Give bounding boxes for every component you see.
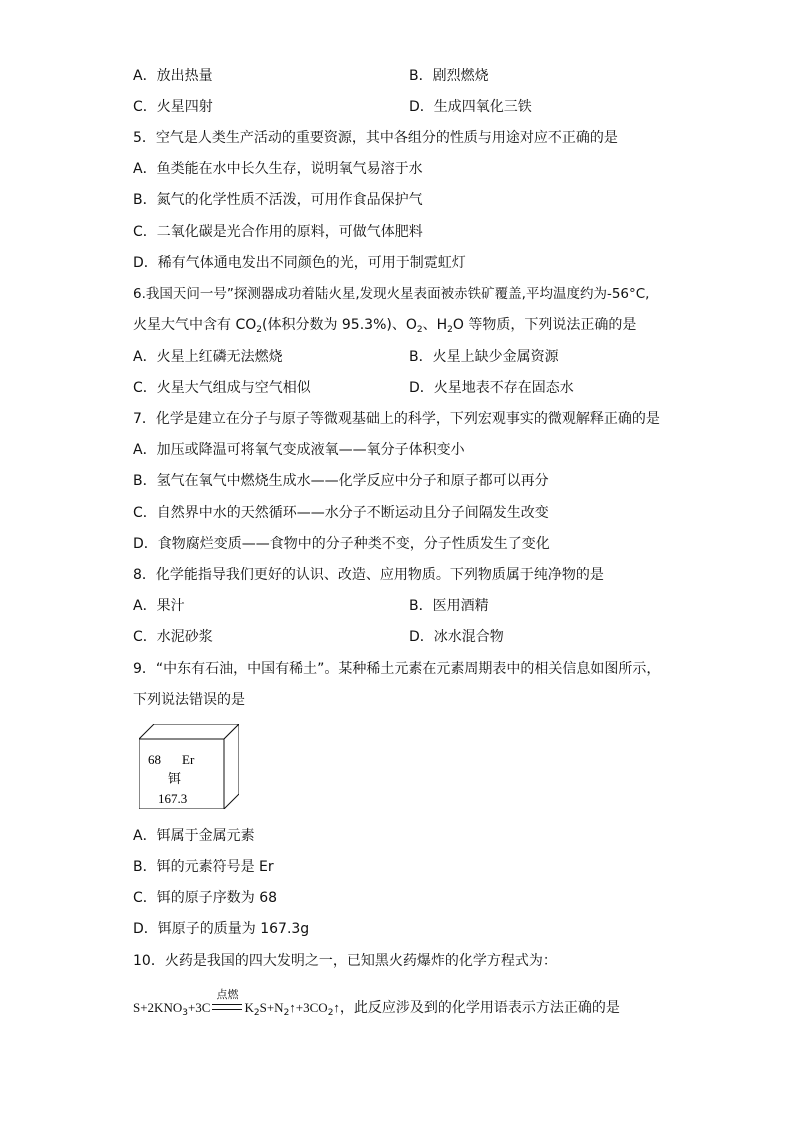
- q8-option-d[interactable]: D．冰水混合物: [409, 629, 504, 645]
- q8-option-a[interactable]: A．果汁: [133, 598, 185, 614]
- q5-option-d[interactable]: D．稀有气体通电发出不同颜色的光，可用于制霓虹灯: [133, 255, 466, 271]
- q7-option-d[interactable]: D．食物腐烂变质——食物中的分子种类不变，分子性质发生了变化: [133, 536, 550, 552]
- tile-atomic-number: 68: [148, 752, 161, 767]
- q10-chemical-equation: $S+2KNO_3+3C$ 点燃 $K_2S+N_2↑+3CO_2↑$，此反应涉及到的化学用语表示方法正确的是: [133, 988, 620, 1018]
- q6-option-a[interactable]: A．火星上红磷无法燃烧: [133, 349, 283, 365]
- q9-option-c[interactable]: C．铒的原子序数为 68: [133, 890, 278, 906]
- q6-stem-line2: 火星大气中含有 $CO_2$(体积分数为 95.3%)、$O_2$、$H_2O$ 等物质，下列说法正确的是: [133, 317, 637, 335]
- q9-stem-line1: 9．“中东有石油，中国有稀土”。某种稀土元素在元素周期表中的相关信息如图所示，: [133, 661, 661, 677]
- q4-option-b[interactable]: B．剧烈燃烧: [409, 68, 489, 84]
- q4-option-c[interactable]: C．火星四射: [133, 99, 213, 115]
- q7-option-b[interactable]: B．氢气在氧气中燃烧生成水——化学反应中分子和原子都可以再分: [133, 473, 549, 489]
- q5-stem: 5．空气是人类生产活动的重要资源，其中各组分的性质与用途对应不正确的是: [133, 130, 618, 146]
- q7-stem: 7．化学是建立在分子与原子等微观基础上的科学，下列宏观事实的微观解释正确的是: [133, 411, 660, 427]
- q6-stem-line1: 6.我国天问一号”探测器成功着陆火星,发现火星表面被赤铁矿覆盖,平均温度约为-56°C,: [133, 286, 650, 302]
- q8-option-c[interactable]: C．水泥砂浆: [133, 629, 213, 645]
- tile-element-symbol: Er: [182, 752, 195, 767]
- tile-element-name: 铒: [168, 772, 182, 787]
- tile-top-face: [139, 724, 239, 739]
- q9-option-a[interactable]: A．铒属于金属元素: [133, 828, 255, 844]
- q9-stem-line2: 下列说法错误的是: [133, 692, 245, 708]
- q7-option-c[interactable]: C．自然界中水的天然循环——水分子不断运动且分子间隔发生改变: [133, 505, 549, 521]
- q8-option-b[interactable]: B．医用酒精: [409, 598, 489, 614]
- q6-option-d[interactable]: D．火星地表不存在固态水: [409, 380, 574, 396]
- q6-option-c[interactable]: C．火星大气组成与空气相似: [133, 380, 311, 396]
- q5-option-c[interactable]: C．二氧化碳是光合作用的原料，可做气体肥料: [133, 224, 423, 240]
- q7-option-a[interactable]: A．加压或降温可将氧气变成液氧——氧分子体积变小: [133, 442, 465, 458]
- q4-option-d[interactable]: D．生成四氧化三铁: [409, 99, 532, 115]
- tile-side-face: [224, 724, 239, 809]
- tile-atomic-mass: 167.3: [158, 791, 188, 806]
- q8-stem: 8．化学能指导我们更好的认识、改造、应用物质。下列物质属于纯净物的是: [133, 567, 604, 583]
- q4-option-a[interactable]: A．放出热量: [133, 68, 213, 84]
- equals-sign: [212, 1004, 242, 1010]
- element-tile-figure: [139, 724, 239, 809]
- q9-option-d[interactable]: D．铒原子的质量为 167.3g: [133, 921, 310, 937]
- q9-option-b[interactable]: B．铒的元素符号是 Er: [133, 859, 274, 875]
- q5-option-a[interactable]: A．鱼类能在水中长久生存，说明氧气易溶于水: [133, 161, 423, 177]
- reaction-condition: 点燃: [210, 999, 244, 1017]
- q5-option-b[interactable]: B．氮气的化学性质不活泼，可用作食品保护气: [133, 192, 423, 208]
- q6-option-b[interactable]: B．火星上缺少金属资源: [409, 349, 559, 365]
- q10-stem: 10．火药是我国的四大发明之一，已知黑火药爆炸的化学方程式为：: [133, 953, 557, 969]
